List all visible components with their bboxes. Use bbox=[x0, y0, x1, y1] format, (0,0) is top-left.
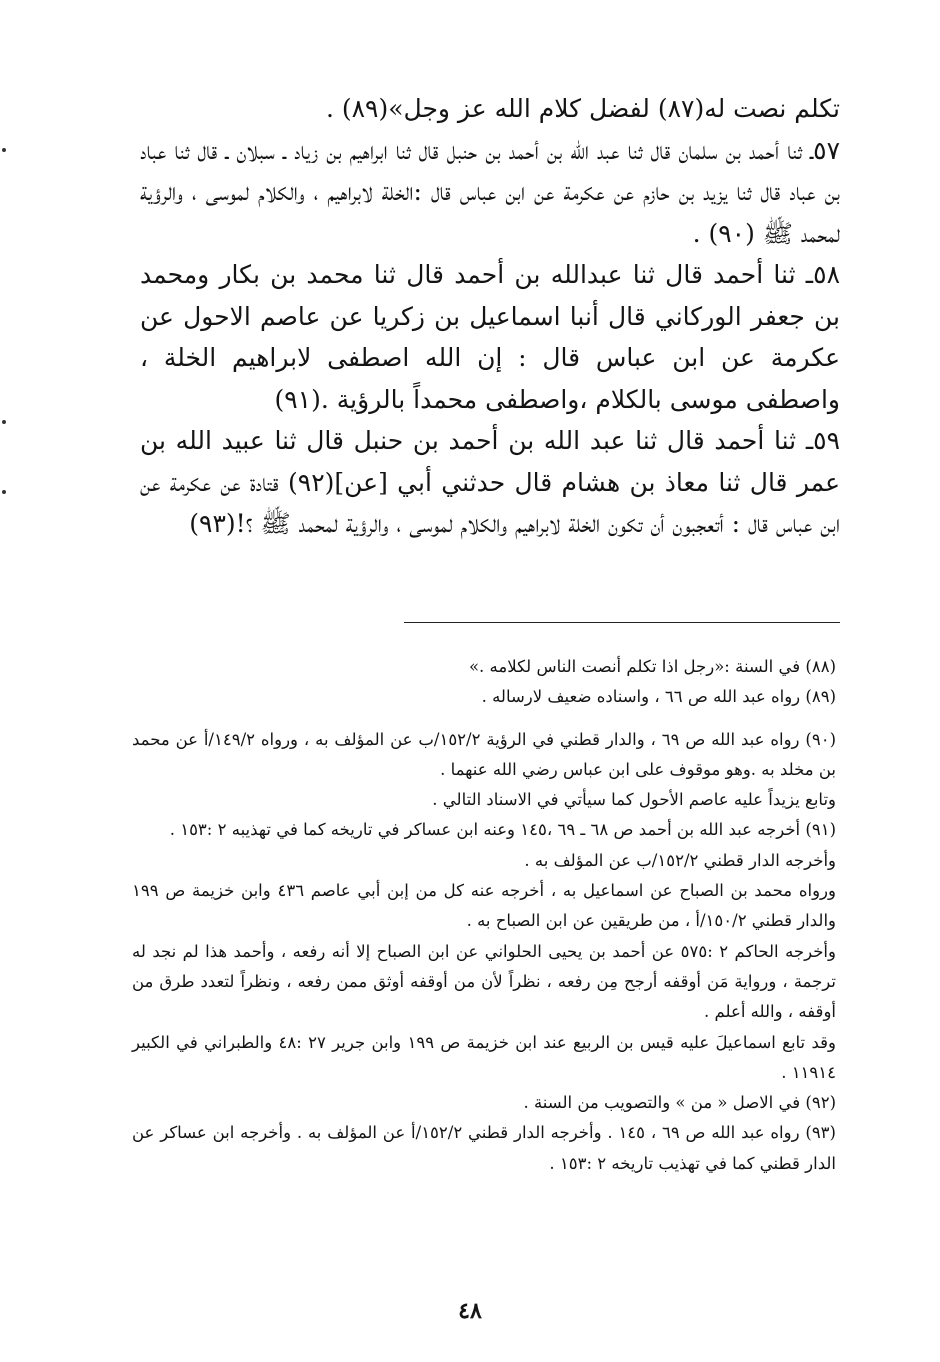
scan-mark bbox=[2, 420, 6, 424]
footnote-separator bbox=[404, 622, 840, 623]
footnote-91-continued-4: وقد تابع اسماعيلَ عليه قيس بن الربيع عند ابن خزيمة ص ١٩٩ وابن جرير ٢٧ :٤٨ والطبراني في الكبير ١١٩١٤ . bbox=[132, 1032, 836, 1082]
footnote-89: (٨٩) رواه عبد الله ص ٦٦ ، واسناده ضعيف لارساله . bbox=[481, 687, 836, 707]
paragraph-57: ٥٧ـ ثنا أحمد بن سلمان قال ثنا عبد الله بن أحمد بن حنبل قال ثنا ابراهيم بن زياد ـ سبلان ـ قال ثنا عباد بن عباد قال ثنا يزيد بن حازم عن عكرمة عن ابن عباس قال :الخلة لابراهيم ، والكلام لموسى ، والرؤية لمحمد ﷺ (٩٠) . bbox=[140, 135, 840, 248]
page-number: ٤٨ bbox=[458, 1298, 482, 1324]
footnote-91: (٩١) أخرجه عبد الله بن أحمد ص ٦٨ ـ ٦٩ ،١٤٥ وعنه ابن عساكر في تاريخه كما في تهذيبه ٢ :١٥٣ . bbox=[169, 820, 836, 840]
scan-mark bbox=[2, 148, 6, 152]
footnotes bbox=[132, 652, 836, 1179]
footnote-92: (٩٢) في الاصل « من » والتصويب من السنة . bbox=[523, 1093, 836, 1113]
paragraph-58: ٥٨ـ ثنا أحمد قال ثنا عبدالله بن أحمد قال ثنا محمد بن بكار ومحمد بن جعفر الوركاني قال أنبا اسماعيل بن زكريا عن عاصم الاحول عن عكرمة عن ابن عباس قال : إن الله اصطفى لابراهيم الخلة ، واصطفى موسى بالكلام ،واصطفى محمداً بالرؤية .(٩١) bbox=[140, 260, 840, 414]
footnote-93: (٩٣) رواه عبد الله ص ٦٩ ، ١٤٥ . وأخرجه الدار قطني ١٥٢/٢/أ عن المؤلف به . وأخرجه ابن عساكر عن الدار قطني كما في تهذيب تاريخه ٢ :١٥٣ . bbox=[132, 1123, 836, 1173]
paragraph-59: ٥٩ـ ثنا أحمد قال ثنا عبد الله بن أحمد بن حنبل قال ثنا عبيد الله بن عمر قال ثنا معاذ بن هشام قال حدثني أبي [عن](٩٢) قتادة عن عكرمة عن ابن عباس قال : أتعجبون أن تكون الخلة لابراهيم والكلام لموسى ، والرؤية لمحمد ﷺ ؟!(٩٣) bbox=[140, 426, 841, 538]
footnote-91-continued-2: ورواه محمد بن الصباح عن اسماعيل به ، أخرجه عنه كل من إبن أبي عاصم ٤٣٦ وابن خزيمة ص ١٩٩ والدار قطني ١٥٠/٢/أ ، من طريقين عن ابن الصباح به . bbox=[132, 881, 836, 931]
scan-mark bbox=[2, 490, 6, 494]
footnote-90-continued: وتابع يزيداً عليه عاصم الأحول كما سيأتي في الاسناد التالي . bbox=[432, 790, 836, 810]
footnote-91-continued-3: وأخرجه الحاكم ٢ :٥٧٥ عن أحمد بن يحيى الحلواني عن ابن الصباح إلا أنه رفعه ، وأحمد هذا لم نجد له ترجمة ، ورواية مَن أوقفه أرجح مِن رفعه ، نظراً لأن من أوقفه أوثق ممن رفعه ، ونظراً لتعدد طرق من أوقفه ، والله أعلم . bbox=[132, 941, 836, 1022]
paragraph-continuation: تكلم نصت له(٨٧) لفضل كلام الله عز وجل»(٨٩) . bbox=[325, 94, 840, 123]
footnote-91-continued-1: وأخرجه الدار قطني ١٥٢/٢/ب عن المؤلف به . bbox=[524, 850, 836, 870]
footnote-90: (٩٠) رواه عبد الله ص ٦٩ ، والدار قطني في الرؤية ١٥٢/٢/ب عن المؤلف به ، ورواه ١٤٩/٢/أ عن محمد بن مخلد به .وهو موقوف على ابن عباس رضي الله عنهما . bbox=[132, 729, 837, 779]
footnote-88: (٨٨) في السنة :«رجل اذا تكلم أنصت الناس لكلامه .» bbox=[468, 657, 836, 676]
main-text bbox=[140, 88, 840, 545]
